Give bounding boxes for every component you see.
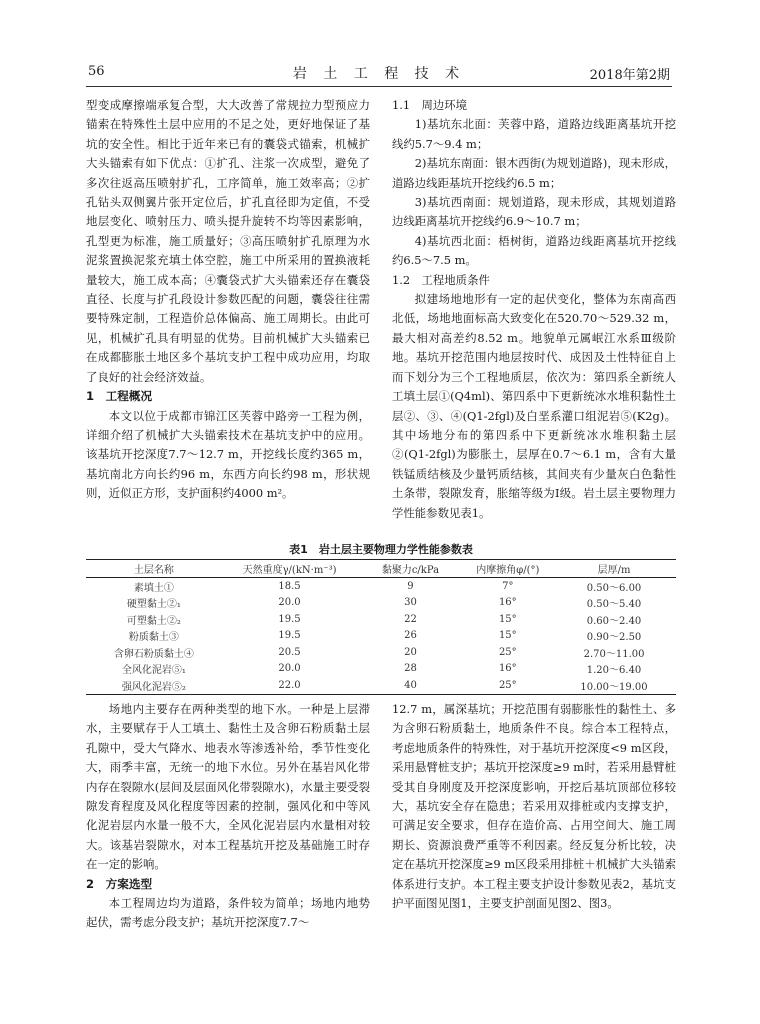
table-cell: 0.60～2.40 [586, 615, 642, 627]
table-1-caption: 表1 岩土层主要物理力学性能参数表 [289, 543, 473, 556]
table-cell: 0.90～2.50 [586, 632, 642, 644]
section-1-paragraph: 本文以位于成都市锦江区芙蓉中路旁一工程为例，详细介绍了机械扩大头锚索技术在基坑支护中的应用。该基坑开挖深度7.7～12.7 m，开挖线长度约365 m，基坑南北方向长约96 m，东西方向长约98 m，形状规则，近似正方形，支护面积约4000 m²。 [86, 408, 370, 501]
table-row [86, 578, 676, 595]
table-cell: 含卵石粉质黏土④ [113, 648, 194, 660]
section-2-title: 2 方案选型 [86, 876, 153, 891]
table-cell: 25° [498, 679, 517, 691]
table-row [86, 595, 676, 612]
table-cell: 18.5 [278, 580, 301, 592]
table-cell: 2.70～11.00 [583, 648, 645, 660]
table-cell: 粉质黏土③ [128, 632, 179, 644]
table-cell: 0.50～5.40 [586, 599, 642, 611]
subsection-1-1-title: 1.1 周边环境 [392, 98, 468, 112]
table-cell: 22.0 [278, 679, 301, 691]
table-cell: 20 [404, 646, 417, 658]
table-row [86, 661, 676, 678]
table-row [86, 644, 676, 661]
column-left-bottom [86, 700, 370, 933]
table-cell: 16° [498, 597, 517, 609]
running-header [86, 62, 672, 87]
paragraph-continuation: 型变成摩擦端承复合型，大大改善了常规拉力型预应力锚索在特殊性土层中应用的不足之处，更好地保证了基坑的安全性。相比于近年来已有的囊袋式锚索，机械扩大头锚索有如下优点：①扩孔、注浆一次成型，避免了多次往返高压喷射扩孔，工序简单，施工效率高；②扩孔钻头双侧翼片张开定位后，扩孔直径即为定值，不受地层变化、喷射压力、喷头提升旋转不均等因素影响，孔型更为标准，施工质量好；③高压喷射扩孔原理为水泥浆置换泥浆充填土体空腔，施工中所采用的置换液耗量较大，施工成本高；④囊袋式扩大头锚索还存在囊袋直径、长度与扩孔段设计参数匹配的问题，囊袋往往需要特殊定制，工程造价总体偏高、施工周期长。由此可见，机械扩孔具有明显的优势。目前机械扩大头锚索已在成都膨胀土地区多个基坑支护工程中成功应用，均取了良好的社会经济效益。 [86, 98, 370, 384]
table-row [86, 611, 676, 628]
groundwater-paragraph: 场地内主要存在两种类型的地下水。一种是上层滞水，主要赋存于人工填土、黏性土及含卵石粉质黏土层孔隙中，受大气降水、地表水等渗透补给，季节性变化大，雨季丰富，无统一的地下水位。另外在基岩风化带内存在裂隙水(层间及层面风化带裂隙水)，水量主要受裂隙发育程度及风化程度等因素的控制，强风化和中等风化泥岩层内水量一般不大，全风化泥岩层内水量相对较大。该基岩裂隙水，对本工程基坑开挖及基础施工时存在一定的影响。 [86, 702, 370, 872]
table-cell: 全风化泥岩⑤₁ [121, 665, 186, 677]
environment-item-4: 4)基坑西北面：梧树街，道路边线距离基坑开挖线约6.5～7.5 m。 [392, 233, 676, 268]
issue-label: 2018年第2期 [589, 68, 670, 83]
geology-paragraph: 拟建场地地形有一定的起伏变化，整体为东南高西北低，场地地面标高大致变化在520.70～529.32 m，最大相对高差约8.52 m。地貌单元属岷江水系Ⅲ级阶地。基坑开挖范围内地层按时代、成因及土性特征自上而下划分为三个工程地质层，依次为：第四系全新统人工填土层①(Q4ml)、第四系中下更新统冰水堆积黏性土层②、③、④(Q1-2fgl)及白垩系灌口组泥岩⑤(K2g)。其中场地分布的第四系中下更新统冰水堆积黏土层②(Q1-2fgl)为膨胀土，层厚在0.7～6.1 m，含有大量铁锰质结核及少量钙质结核，其间夹有少量灰白色黏性土条带，裂隙发育，胀缩等级为Ⅰ级。岩土层主要物理力学性能参数见表1。 [392, 292, 676, 520]
table-cell: 15° [498, 630, 517, 642]
table-cell: 20.0 [278, 663, 301, 675]
table-cell: 20.5 [278, 646, 301, 658]
table-cell: 26 [404, 630, 417, 642]
table-cell: 10.00～19.00 [580, 681, 648, 693]
table-cell: 19.5 [278, 630, 301, 642]
scheme-paragraph: 12.7 m，属深基坑；开挖范围有弱膨胀性的黏性土、多为含卵石粉质黏土，地质条件不良。综合本工程特点，考虑地质条件的特殊性，对于基坑开挖深度<9 m区段，采用悬臂桩支护；基坑开挖深度≥9 m时，若采用悬臂桩受其自身刚度及开挖深度影响，开挖后基坑顶部位移较大，基坑安全存在隐患；若采用双排桩或内支撑支护，可满足安全要求，但存在造价高、占用空间大、施工周期长、资源浪费严重等不利因素。经反复分析比较，决定在基坑开挖深度≥9 m区段采用排桩＋机械扩大头锚索体系进行支护。本工程主要支护设计参数见表2，基坑支护平面图见图1，主要支护剖面见图2、图3。 [392, 702, 676, 911]
column-left-top [86, 96, 370, 504]
page-number: 56 [88, 64, 105, 79]
table-header-cell: 土层名称 [133, 565, 174, 576]
subsection-1-2-title: 1.2 工程地质条件 [392, 272, 490, 287]
table-header-cell: 天然重度γ/(kN·m⁻³) [242, 565, 337, 576]
journal-title: 岩 土 工 程 技 术 [292, 66, 466, 82]
column-right-bottom [392, 700, 676, 913]
table-cell: 40 [404, 679, 417, 691]
table-cell: 9 [407, 580, 414, 592]
table-cell: 硬塑黏土②₁ [126, 599, 181, 611]
table-cell: 16° [498, 663, 517, 675]
table-cell: 28 [404, 663, 417, 675]
table-cell: 25° [498, 646, 517, 658]
table-cell: 1.20～6.40 [586, 665, 642, 677]
table-cell: 20.0 [278, 597, 301, 609]
table-header-cell: 内摩擦角φ/(°) [476, 565, 540, 576]
section-2-paragraph: 本工程周边均为道路，条件较为简单；场地内地势起伏，需考虑分段支护；基坑开挖深度7.7～ [86, 896, 370, 930]
table-cell: 30 [404, 597, 417, 609]
table-header-row [86, 560, 676, 578]
table-cell: 7° [502, 580, 514, 592]
column-right-top [392, 96, 676, 523]
environment-item-2: 2)基坑东南面：银木西街(为规划道路)，现未形成，道路边线距基坑开挖线约6.5 m； [392, 156, 676, 190]
table-header-cell: 黏聚力c/kPa [381, 565, 440, 576]
section-1-title: 1 工程概况 [86, 389, 153, 404]
table-cell: 强风化泥岩⑤₂ [121, 681, 186, 693]
table-cell: 22 [404, 613, 417, 625]
table-cell: 0.50～6.00 [586, 582, 642, 594]
table-cell: 19.5 [278, 613, 301, 625]
table-cell: 素填土① [133, 582, 174, 594]
table-cell: 15° [498, 613, 517, 625]
table-header-cell: 层厚/m [597, 565, 631, 576]
table-row [86, 628, 676, 645]
environment-item-1: 1)基坑东北面：芙蓉中路，道路边线距离基坑开挖线约5.7～9.4 m； [392, 117, 676, 151]
environment-item-3: 3)基坑西南面：规划道路，现未形成，其规划道路边线距离基坑开挖线约6.9～10.7 m； [392, 195, 676, 229]
table-row [86, 677, 676, 694]
table-1 [86, 559, 676, 695]
table-cell: 可塑黏土②₂ [126, 615, 181, 627]
